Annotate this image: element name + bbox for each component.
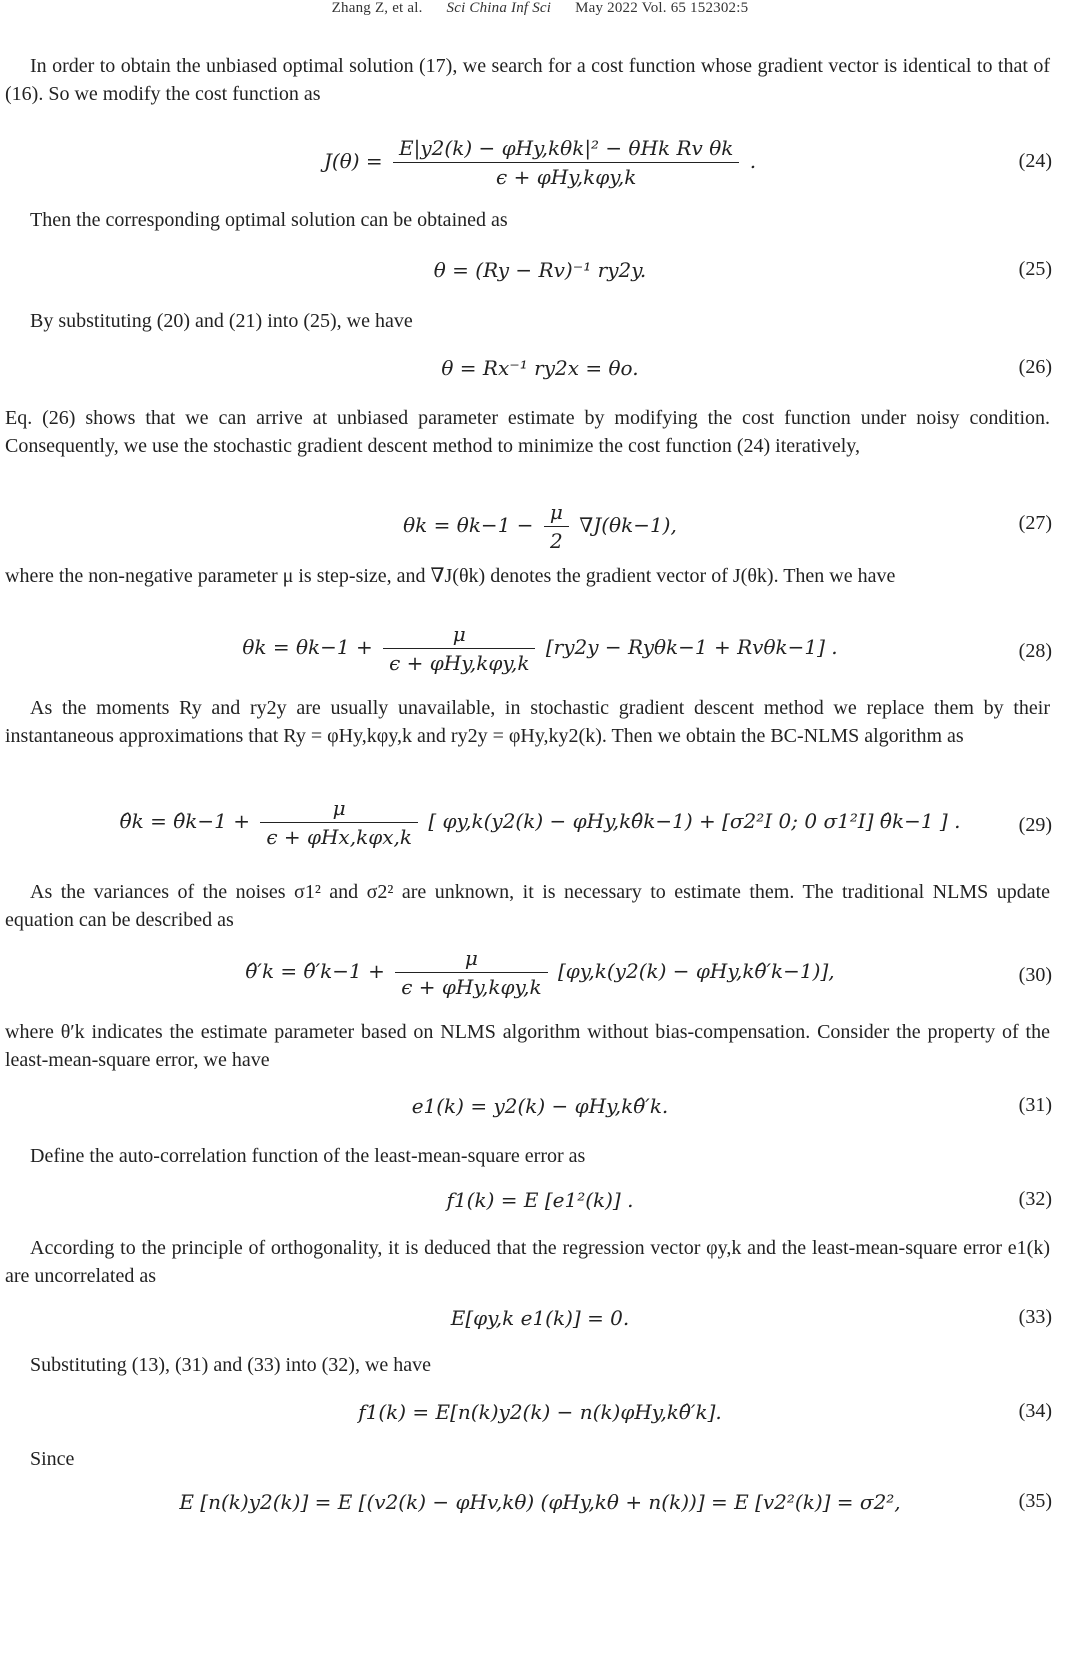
paragraph-4: Eq. (26) shows that we can arrive at unbiased parameter estimate by modifying the cost function under noisy condition. Consequently, we use the stochastic gradient descent method to minimize the cost function (24) iteratively, <box>5 407 1050 457</box>
eq27-tail: ∇J(θk−1), <box>579 513 677 537</box>
eq34-label: (34) <box>1018 1400 1052 1422</box>
running-header <box>0 0 1080 17</box>
eq35-expr: E [n(k)y2(k)] = E [(v2(k) − φHv,kθ) (φHy,kθ + n(k))] = E [v2²(k)] = σ2², <box>179 1490 901 1514</box>
equation-29 <box>0 796 1080 870</box>
paragraph-3: By substituting (20) and (21) into (25), we have <box>30 310 413 332</box>
paragraph-11: Substituting (13), (31) and (33) into (32), we have <box>30 1354 432 1376</box>
paragraph-8: where θ′k indicates the estimate parameter based on NLMS algorithm without bias-compensation. Consider the property of the least-mean-square error, we have <box>5 1021 1050 1071</box>
eq25-label: (25) <box>1018 258 1052 280</box>
equation-24 <box>0 128 1080 198</box>
eq25-expr: θ = (Ry − Rv)⁻¹ ry2y. <box>433 258 647 282</box>
header-issue: May 2022 Vol. 65 152302:5 <box>575 0 749 16</box>
eq27-label: (27) <box>1018 512 1052 534</box>
eq27-lhs: θk = θk−1 − <box>403 513 534 537</box>
paragraph-9: Define the auto-correlation function of the least-mean-square error as <box>30 1145 586 1167</box>
eq24-numerator: E|y2(k) − φHy,kθk|² − θHk Rv θk <box>393 136 739 163</box>
eq26-expr: θ = Rx⁻¹ ry2x = θo. <box>441 356 639 380</box>
eq32-label: (32) <box>1018 1188 1052 1210</box>
eq30-numerator: μ <box>395 946 547 973</box>
eq24-lhs: J(θ) = <box>323 149 383 173</box>
header-authors: Zhang Z, et al. <box>331 0 423 16</box>
eq27-numerator: μ <box>544 500 569 527</box>
equation-30 <box>0 946 1080 1012</box>
eq29-label: (29) <box>1018 814 1052 836</box>
paragraph-10: According to the principle of orthogonality, it is deduced that the regression vector φy,k and the least-mean-square error e1(k) are uncorrelated as <box>5 1237 1050 1287</box>
eq29-denominator: ϵ + φHx,kφx,k <box>266 825 412 849</box>
eq30-lhs: θ̂′k = θ̂′k−1 + <box>245 959 385 983</box>
equation-27 <box>0 500 1080 564</box>
eq24-label: (24) <box>1018 150 1052 172</box>
eq30-label: (30) <box>1018 964 1052 986</box>
eq24-denominator: ϵ + φHy,kφy,k <box>496 165 637 189</box>
eq28-lhs: θk = θk−1 + <box>242 635 373 659</box>
eq29-fraction <box>260 796 418 849</box>
eq27-fraction <box>544 500 569 553</box>
equation-28 <box>0 622 1080 690</box>
eq28-fraction <box>383 622 535 675</box>
eq28-numerator: μ <box>383 622 535 649</box>
paragraph-5: where the non-negative parameter μ is step-size, and ∇J(θk) denotes the gradient vector of J(θk). Then we have <box>5 565 896 587</box>
eq31-label: (31) <box>1018 1094 1052 1116</box>
header-journal: Sci China Inf Sci <box>446 0 552 16</box>
eq24-tail: . <box>749 149 757 173</box>
eq35-label: (35) <box>1018 1490 1052 1512</box>
eq29-lhs: θ̂k = θ̂k−1 + <box>119 809 250 833</box>
eq31-expr: e1(k) = y2(k) − φHy,kθ̂′k. <box>411 1094 669 1118</box>
eq32-expr: f1(k) = E [e1²(k)] . <box>446 1188 634 1212</box>
eq30-denominator: ϵ + φHy,kφy,k <box>401 975 542 999</box>
paragraph-7: As the variances of the noises σ1² and σ2² are unknown, it is necessary to estimate them. The traditional NLMS update equation can be described as <box>5 881 1050 931</box>
eq33-label: (33) <box>1018 1306 1052 1328</box>
eq33-expr: E[φy,k e1(k)] = 0. <box>450 1306 630 1330</box>
eq28-denominator: ϵ + φHy,kφy,k <box>389 651 530 675</box>
paragraph-6: As the moments Ry and ry2y are usually unavailable, in stochastic gradient descent method we replace them by their instantaneous approximations that Ry = φHy,kφy,k and ry2y = φHy,ky2(k). Then we obtain the BC-NLMS algorithm as <box>5 697 1050 747</box>
eq34-expr: f1(k) = E[n(k)y2(k) − n(k)φHy,kθ̂′k]. <box>358 1400 722 1424</box>
eq24-fraction <box>393 136 739 189</box>
eq29-numerator: μ <box>260 796 418 823</box>
eq26-label: (26) <box>1018 356 1052 378</box>
eq30-fraction <box>395 946 547 999</box>
eq27-denominator: 2 <box>550 529 563 553</box>
eq28-tail: [ry2y − Ryθk−1 + Rvθk−1] . <box>545 635 838 659</box>
eq29-tail: [ φy,k(y2(k) − φHy,kθ̂k−1) + [σ2²I 0; 0 σ1²I] θ̂k−1 ] . <box>428 809 961 833</box>
paragraph-12: Since <box>30 1448 75 1470</box>
paragraph-2: Then the corresponding optimal solution can be obtained as <box>30 209 508 231</box>
paragraph-1: In order to obtain the unbiased optimal solution (17), we search for a cost function whose gradient vector is identical to that of (16). So we modify the cost function as <box>5 55 1050 105</box>
equation-35 <box>0 1490 1080 1550</box>
eq30-tail: [φy,k(y2(k) − φHy,kθ̂′k−1)], <box>557 959 835 983</box>
eq28-label: (28) <box>1018 640 1052 662</box>
